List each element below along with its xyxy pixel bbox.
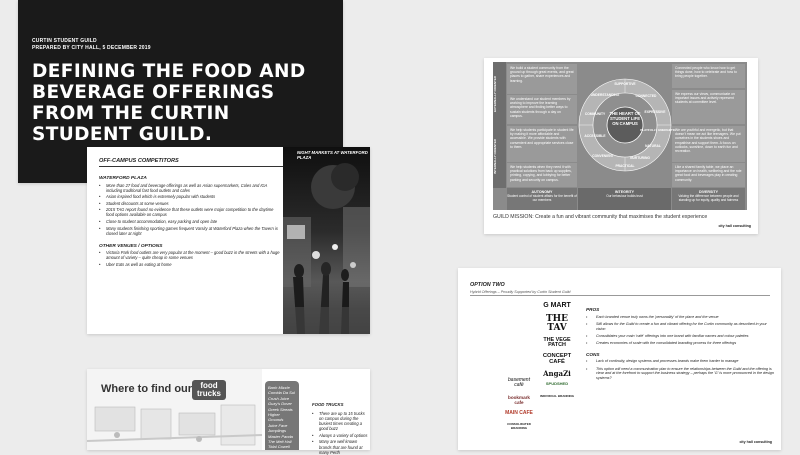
slide-title: OPTION TWO <box>470 282 505 288</box>
value-text: Our behaviour builds trust <box>606 194 643 198</box>
ring-word: CONNECTED <box>635 94 657 98</box>
competitors-text <box>87 147 287 334</box>
value-text: Student control of student affairs for the benefit of our members <box>507 194 577 202</box>
list-item: • Asian inspired food which is extremely popular with students <box>99 194 281 199</box>
ring-word: PRACTICAL <box>615 164 635 168</box>
ring-word: CONVENIENT <box>592 154 614 158</box>
individual-caption: INDIVIDUAL BRANDING <box>539 394 575 399</box>
logo-g-mart: G MART <box>543 302 571 309</box>
ring-word: SUPPORTIVE <box>614 82 636 86</box>
heart-wheel <box>578 63 676 187</box>
value-diversity <box>672 188 745 210</box>
other-venues-list <box>99 250 281 267</box>
ring-word: NATURAL <box>645 144 661 148</box>
title-divider <box>470 295 770 296</box>
list-item: • Victoria Park food outlets are very popular at the moment – good buzz in the streets with a huge amount of variety – quite cheap in some venues <box>99 250 281 260</box>
ring-word: NURTURING <box>630 156 650 160</box>
mission-diagram <box>493 62 747 210</box>
cons-heading: CONS <box>586 351 600 357</box>
food-trucks-slide <box>87 369 370 455</box>
slide-subtitle: Hybrid Offerings – Proudly Supported by Curtin Student Guild <box>470 290 571 294</box>
heart-center-label: THE HEART OF STUDENT LIFE ON CAMPUS <box>609 111 641 126</box>
logo-main-cafe: MAIN CAFE <box>505 410 533 417</box>
vendor-list <box>265 381 299 450</box>
value-integrity <box>578 188 671 210</box>
list-item: • Still allows for the Guild to create a fun and vibrant offering for the Curtin community as described in your vision <box>586 322 776 331</box>
text-right-low: We are youthful and energetic, but that doesn't mean we act like teenagers. We put ourselves in the students shoes and empathise and support them. A focus on outlooks, sunshine, down to earth fun and recreation. <box>672 126 745 162</box>
guild-mission-slide <box>484 58 758 234</box>
ring-word: PLAYFULLY ENERGETIC <box>640 128 676 132</box>
vendor-item: Juice Fave <box>268 422 288 428</box>
map-title: Where to find our <box>101 383 193 395</box>
list-item: • Always a variety of options <box>312 433 370 438</box>
badge-line-2: trucks <box>196 389 221 398</box>
logo-spudshed: SPUDSHED <box>545 381 569 387</box>
text-right-bottom: Like a shared family table, we place an importance on health, wellbeing and the role great food and beverages play in creating community. <box>672 163 745 187</box>
list-item: • Student discounts at some venues <box>99 201 281 206</box>
side-label-external: EXTERNALLY ORIENTED <box>493 62 506 125</box>
logo-vege-patch: THE VEGE PATCH <box>543 337 571 349</box>
guild-mission-statement: GUILD MISSION: Create a fun and vibrant community that maximises the student experience <box>493 214 708 220</box>
vendor-item: Higher Grounds <box>268 412 284 423</box>
food-trucks-text <box>312 402 370 455</box>
vendor-item: Master Panda <box>268 433 293 439</box>
headline: DEFINING THE FOOD AND BEVERAGE OFFERINGS FROM THE CURTIN STUDENT GUILD. <box>32 61 306 145</box>
vendor-item: Guzy's Dover <box>268 401 292 407</box>
text-right-top: Connected people who know how to get things done, how to celebrate and how to bring people together. <box>672 64 745 88</box>
slide-title: OFF-CAMPUS COMPETITORS <box>99 158 179 164</box>
org-label: CURTIN STUDENT GUILD <box>32 38 97 44</box>
prepared-by: PREPARED BY CITY HALL, 5 DECEMBER 2019 <box>32 45 151 51</box>
text-left-low: We help students participate in student life by making it more affordable and accessible. We provide students with convenient and appropriate services close to them. <box>507 126 577 162</box>
waterford-heading: WATERFORD PLAZA <box>99 176 147 181</box>
night-market-photo <box>283 147 370 334</box>
brand-mark: city hall consulting <box>718 224 751 228</box>
vendor-item: Crush Juice <box>268 395 290 401</box>
list-item: • Close to student accommodation, easy parking and open late <box>99 219 281 224</box>
pros-cons <box>586 307 776 381</box>
list-item: • Lack of continuity, design systems and processes brands make them harder to manage <box>586 359 776 364</box>
consolidated-caption: CONSOLIDATED BRANDING <box>507 422 531 431</box>
food-trucks-heading: FOOD TRUCKS <box>312 402 344 407</box>
food-trucks-list <box>312 411 370 455</box>
list-item: • This option will need a communication plan to ensure the relationships between the Guild and the offering is clear and at the forefront to support the business strategy – perhaps the 'G' is more pronounced in the design systems? <box>586 367 776 381</box>
pros-heading: PROS <box>586 307 600 312</box>
value-autonomy <box>507 188 577 210</box>
vendor-item: Greek Streats <box>268 406 293 412</box>
food-trucks-badge <box>192 380 226 400</box>
ring-word: COMMUNITY <box>584 112 606 116</box>
vendor-item: Tidal Cowell <box>268 444 290 450</box>
option-two-slide <box>458 268 781 450</box>
text-left-mid: We understand our student members by working to improve the learning atmosphere and finding better ways to sustain students through a day on campus. <box>507 95 577 124</box>
title-divider <box>99 166 287 167</box>
side-label-internal: INTERNALLY ORIENTED <box>493 125 506 188</box>
text-right-mid: We express our views, communicate on important issues and actively represent students at committee level. <box>672 90 745 124</box>
campus-map <box>87 369 262 450</box>
list-item: • There are up to 15 trucks on campus during the busiest times creating a good buzz <box>312 411 370 431</box>
vendor-item: Banh Mizzle <box>268 385 290 390</box>
individual-logos <box>536 302 578 398</box>
vendor-item: Comida Da Sul <box>268 390 295 396</box>
text-left-bottom: We help students when they need it with practical solutions from back up supplies, printing, copying, and lobbying for better parking and security on campus. <box>507 163 577 187</box>
other-venues-heading: OTHER VENUES / OPTIONS <box>99 243 163 249</box>
ring-word: EXPRESSIVE <box>644 110 666 114</box>
value-heading: INTEGRITY <box>614 190 635 194</box>
consolidated-logos <box>505 378 533 430</box>
map-illustration <box>87 369 262 450</box>
vendor-item: Jumplings <box>268 428 287 434</box>
logo-angazi: AngaZi <box>543 369 571 379</box>
list-item: • Creates economies of scale with the consolidated branding process for three offerings <box>586 341 776 346</box>
logo-basement-cafe: basement café <box>508 377 530 388</box>
list-item: • Consolidates your main 'café' offerings into one brand with familiar names and colour palettes <box>586 334 776 339</box>
logo-bookmark-cafe: bookmark cafe <box>508 395 530 405</box>
list-item: • Many students finishing sporting games frequent Varsity at Waterford Plaza when the Tavern is closed later at night <box>99 226 281 236</box>
night-market-illustration <box>283 147 370 334</box>
photo-caption: NIGHT MARKETS AT WATERFORD PLAZA <box>297 150 368 160</box>
text-left-top: We build a student community from the ground up through great events, and great places to gather, share experiences and learning. <box>507 64 577 94</box>
competitors-slide <box>87 147 370 334</box>
pros-list <box>586 315 776 346</box>
list-item: • Many are well known brands that are found at many Perth <box>312 439 370 454</box>
ring-word: UNDERSTANDING <box>590 93 620 97</box>
logo-the-tav: THE TAV <box>545 314 569 333</box>
cons-list <box>586 359 776 380</box>
value-text: Valuing the difference between people and standing up for equity, quality and fairness <box>678 194 739 202</box>
list-item: • More than 27 food and beverage offerings as well as Asian supermarkets, Coles and IGA including traditional fast food outlets and cafes <box>99 183 281 193</box>
list-item: • Uber Eats as well as eating at home <box>99 262 281 267</box>
waterford-list <box>99 183 281 236</box>
value-heading: DIVERSITY <box>699 190 718 194</box>
list-item: • 2015 TAG report found no evidence that these outlets were major competition to the daytime food options available on campus <box>99 207 281 217</box>
list-item: • Each branded venue truly owns the 'personality' of the place and the venue <box>586 315 776 320</box>
value-heading: AUTONOMY <box>531 190 553 194</box>
badge-line-1: food <box>200 381 218 390</box>
brand-mark: city hall consulting <box>739 440 772 444</box>
ring-word: ACCESSIBLE <box>584 134 606 138</box>
vendor-item: The Melt Hall <box>268 439 292 445</box>
logo-concept-cafe: CONCEPT CAFÉ <box>542 352 572 365</box>
